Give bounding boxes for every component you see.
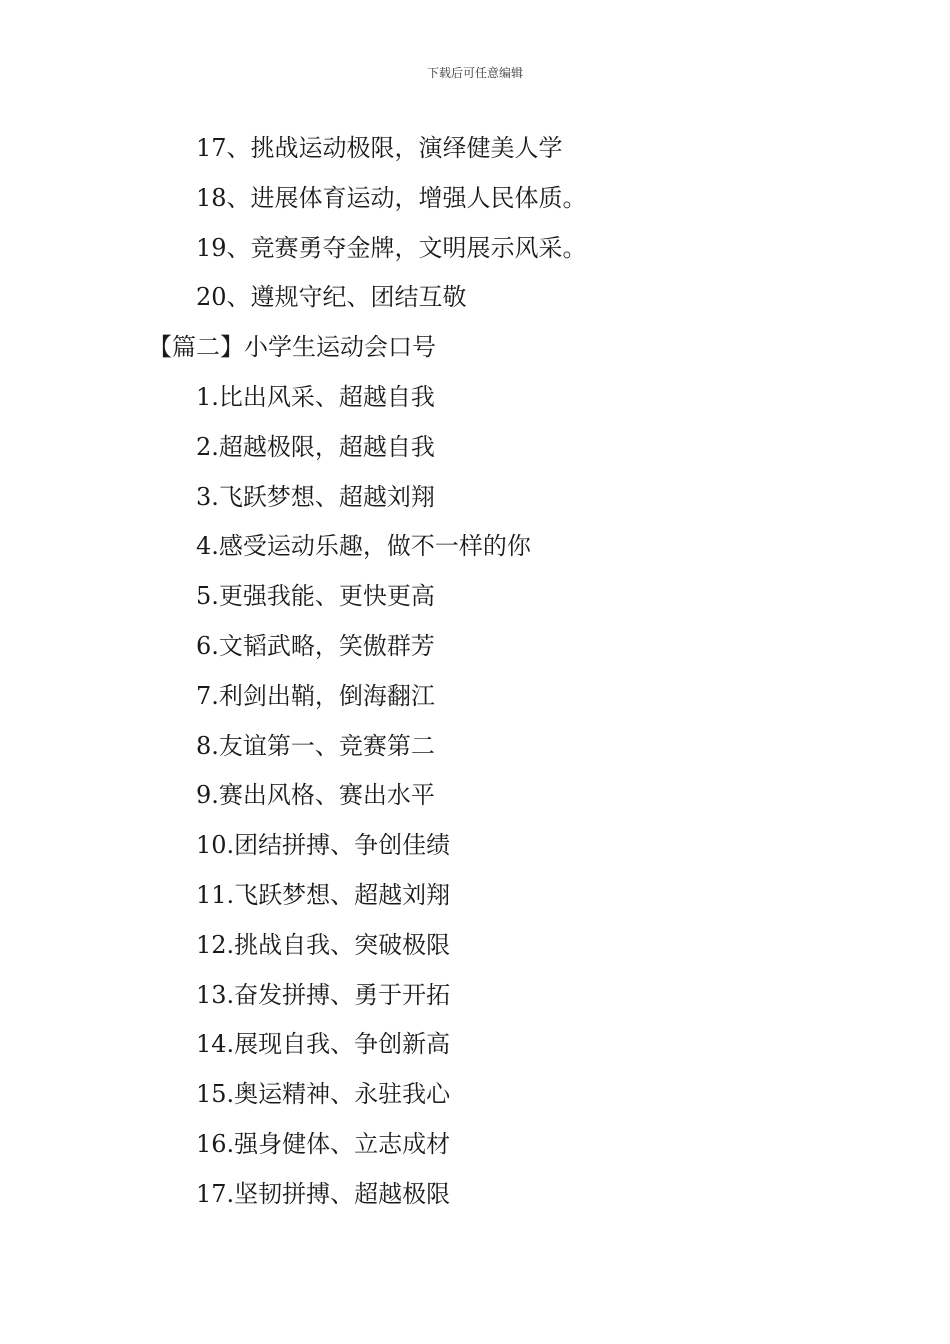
slogan-item: 5.更强我能、更快更高 [196, 582, 435, 611]
slogan-item: 14.展现自我、争创新高 [196, 1030, 451, 1059]
slogan-item: 8.友谊第一、竞赛第二 [196, 731, 435, 760]
slogan-item: 16.强身健体、立志成材 [196, 1129, 451, 1158]
slogan-item: 2.超越极限，超越自我 [196, 432, 435, 461]
slogan-item: 17、挑战运动极限，演绎健美人学 [196, 134, 563, 162]
slogan-item: 18、进展体育运动，增强人民体质。 [196, 183, 587, 212]
slogan-item: 20、遵规守纪、团结互敬 [196, 283, 467, 312]
slogan-item: 13.奋发拼搏、勇于开拓 [196, 980, 451, 1009]
slogan-item: 10.团结拼搏、争创佳绩 [196, 831, 451, 860]
slogan-item: 6.文韬武略，笑傲群芳 [196, 631, 435, 660]
slogan-item: 19、竞赛勇夺金牌，文明展示风采。 [196, 233, 587, 262]
slogan-item: 7.利剑出鞘，倒海翻江 [196, 681, 435, 710]
section-heading: 【篇二】小学生运动会口号 [148, 333, 436, 362]
slogan-item: 11.飞跃梦想、超越刘翔 [196, 880, 451, 909]
slogan-item: 1.比出风采、超越自我 [196, 382, 435, 411]
slogan-item: 9.赛出风格、赛出水平 [196, 781, 435, 810]
slogan-item: 17.坚韧拼搏、超越极限 [196, 1179, 451, 1208]
slogan-item: 15.奥运精神、永驻我心 [196, 1080, 451, 1109]
slogan-item: 3.飞跃梦想、超越刘翔 [196, 482, 435, 511]
slogan-item: 4.感受运动乐趣，做不一样的你 [196, 532, 531, 561]
slogan-item: 12.挑战自我、突破极限 [196, 930, 451, 959]
document-body [0, 124, 950, 1220]
page-header-note: 下载后可任意编辑 [426, 66, 523, 80]
